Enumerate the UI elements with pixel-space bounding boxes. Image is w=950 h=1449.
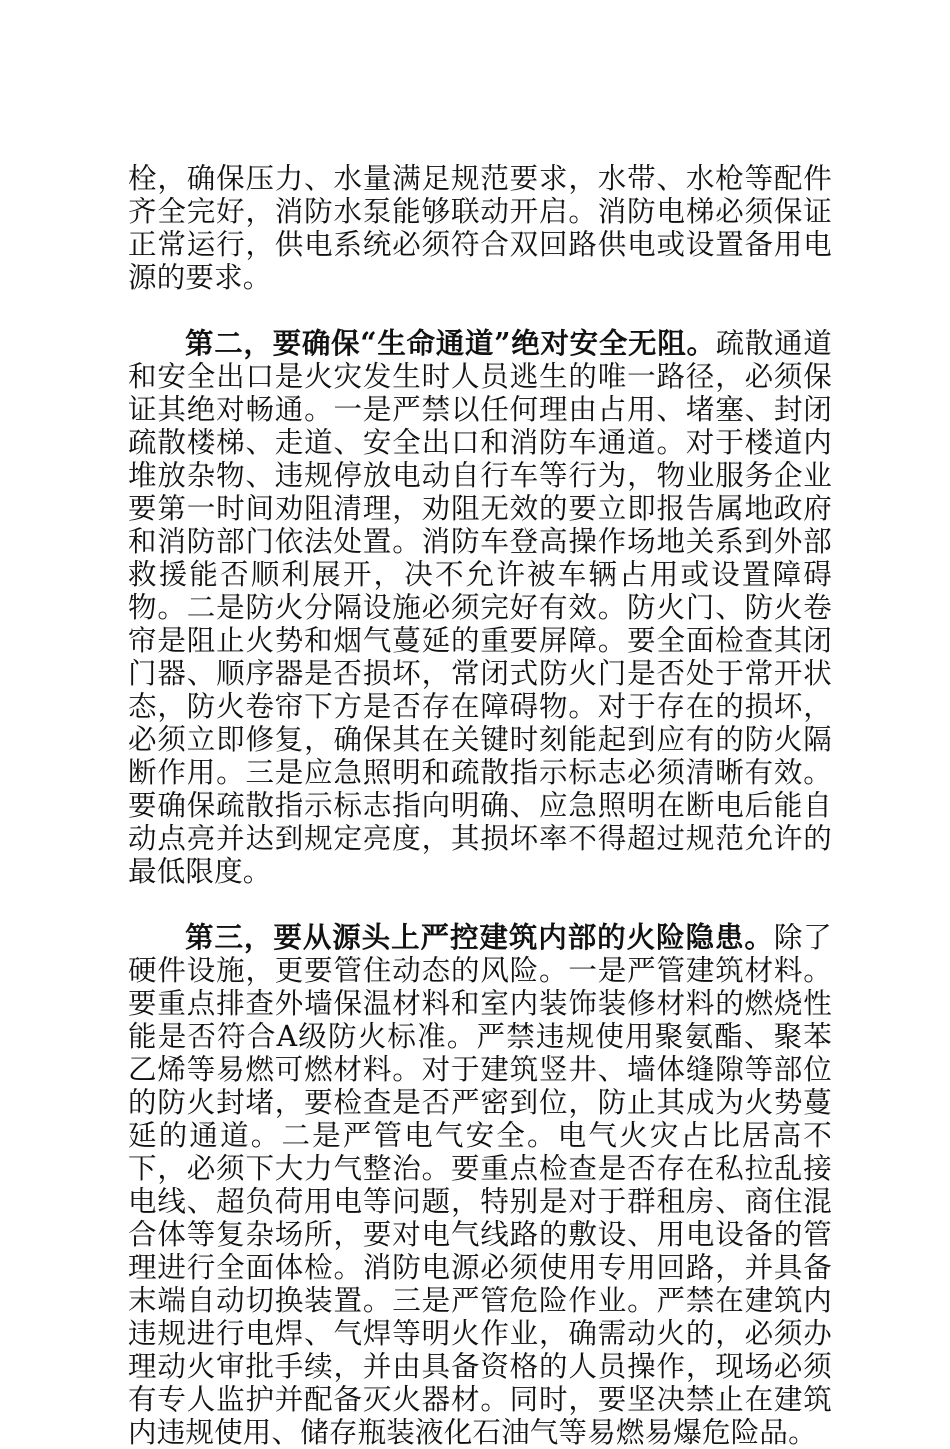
paragraph-continuation: [128, 162, 832, 294]
paragraph-body: 疏散通道和安全出口是火灾发生时人员逃生的唯一路径，必须保证其绝对畅通。一是严禁以任何理由占用、堵塞、封闭疏散楼梯、走道、安全出口和消防车通道。对于楼道内堆放杂物、违规停放电动自行车等行为，物业服务企业要第一时间劝阻清理，劝阻无效的要立即报告属地政府和消防部门依法处置。消防车登高操作场地关系到外部救援能否顺利展开，决不允许被车辆占用或设置障碍物。二是防火分隔设施必须完好有效。防火门、防火卷帘是阻止火势和烟气蔓延的重要屏障。要全面检查其闭门器、顺序器是否损坏，常闭式防火门是否处于常开状态，防火卷帘下方是否存在障碍物。对于存在的损坏，必须立即修复，确保其在关键时刻能起到应有的防火隔断作用。三是应急照明和疏散指示标志必须清晰有效。要确保疏散指示标志指向明确、应急照明在断电后能自动点亮并达到规定亮度，其损坏率不得超过规范允许的最低限度。: [128, 327, 832, 888]
paragraph-third-point: [128, 921, 832, 1449]
paragraph-lead: 第三，要从源头上严控建筑内部的火险隐患。: [185, 920, 774, 954]
document-page: [128, 162, 832, 1449]
paragraph-body: 栓，确保压力、水量满足规范要求，水带、水枪等配件齐全完好，消防水泵能够联动开启。消防电梯必须保证正常运行，供电系统必须符合双回路供电或设置备用电源的要求。: [128, 162, 832, 294]
paragraph-body: 除了硬件设施，更要管住动态的风险。一是严管建筑材料。要重点排查外墙保温材料和室内装饰装修材料的燃烧性能是否符合A级防火标准。严禁违规使用聚氨酯、聚苯乙烯等易燃可燃材料。对于建筑竖井、墙体缝隙等部位的防火封堵，要检查是否严密到位，防止其成为火势蔓延的通道。二是严管电气安全。电气火灾占比居高不下，必须下大力气整治。要重点检查是否存在私拉乱接电线、超负荷用电等问题，特别是对于群租房、商住混合体等复杂场所，要对电气线路的敷设、用电设备的管理进行全面体检。消防电源必须使用专用回路，并具备末端自动切换装置。三是严管危险作业。严禁在建筑内违规进行电焊、气焊等明火作业，确需动火的，必须办理动火审批手续，并由具备资格的人员操作，现场必须有专人监护并配备灭火器材。同时，要坚决禁止在建筑内违规使用、储存瓶装液化石油气等易燃易爆危险品。: [128, 921, 832, 1449]
paragraph-lead: 第二，要确保“生命通道”绝对安全无阻。: [185, 326, 716, 360]
paragraph-second-point: [128, 327, 832, 888]
